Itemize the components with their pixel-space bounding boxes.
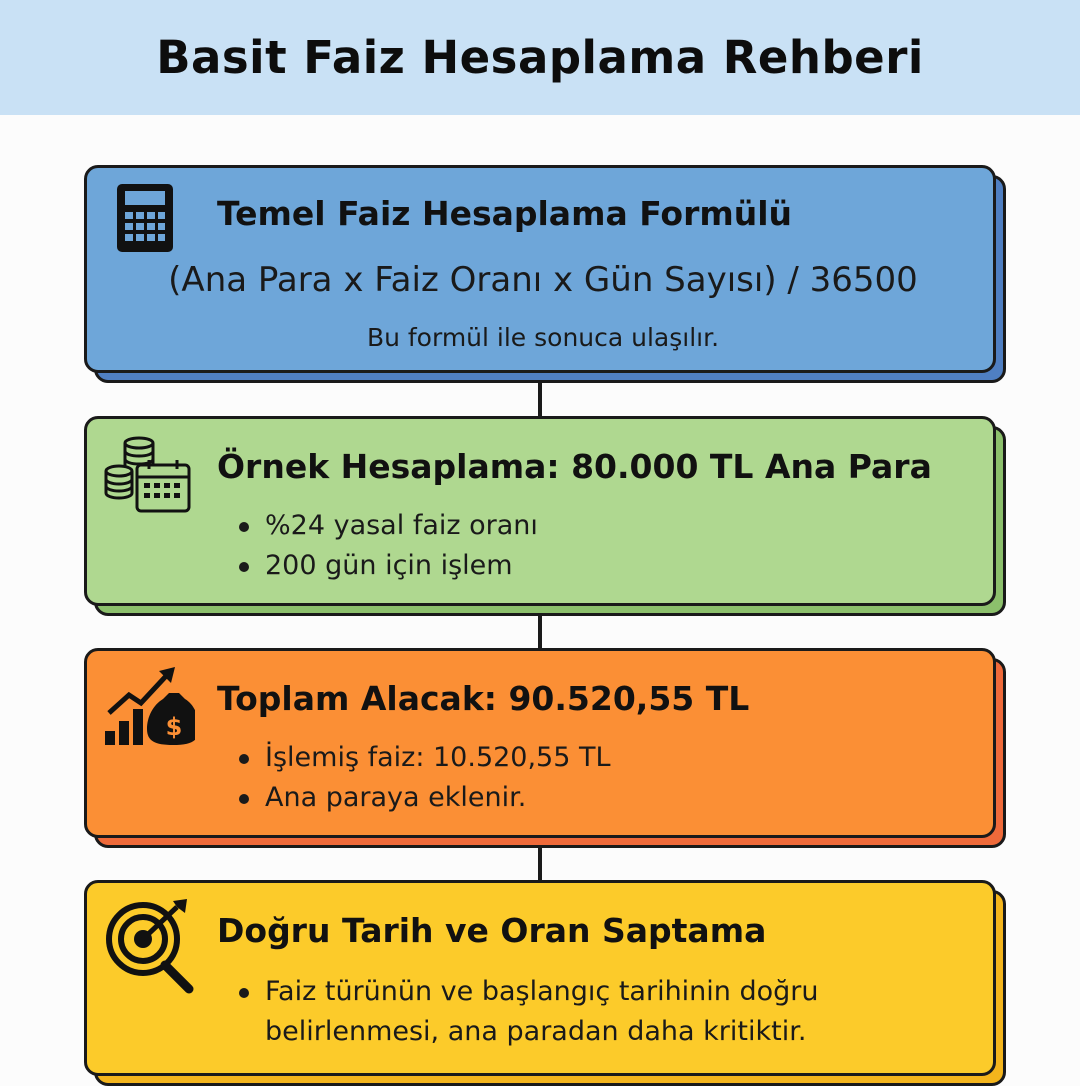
calculator-icon <box>115 182 177 258</box>
bullet-list <box>237 738 611 818</box>
coins-calendar-icon <box>103 433 195 521</box>
target-magnifier-icon <box>103 897 195 1001</box>
date-rate-card <box>84 880 1008 1080</box>
card-body <box>84 165 996 373</box>
formula-note: Bu formül ile sonuca ulaşılır. <box>366 323 720 352</box>
card-body <box>84 416 996 606</box>
growth-chart-money-bag-icon <box>103 665 195 753</box>
card-heading: Örnek Hesaplama: 80.000 TL Ana Para <box>217 447 932 486</box>
bullet-item: Ana paraya eklenir. <box>237 778 611 818</box>
bullet-list <box>237 972 897 1052</box>
header-banner <box>0 0 1080 115</box>
bullet-item: 200 gün için işlem <box>237 546 538 586</box>
card-body <box>84 880 996 1076</box>
bullet-item: %24 yasal faiz oranı <box>237 506 538 546</box>
card-heading: Temel Faiz Hesaplama Formülü <box>217 194 793 233</box>
card-body <box>84 648 996 838</box>
formula-card <box>84 165 1008 385</box>
svg-text:$: $ <box>165 713 183 741</box>
formula-text: (Ana Para x Faiz Oranı x Gün Sayısı) / 36500 <box>168 260 918 300</box>
total-card <box>84 648 1008 848</box>
card-heading: Doğru Tarih ve Oran Saptama <box>217 911 767 950</box>
bullet-item: İşlemiş faiz: 10.520,55 TL <box>237 738 611 778</box>
page-title: Basit Faiz Hesaplama Rehberi <box>156 31 924 84</box>
connector-line <box>538 844 542 884</box>
bullet-list <box>237 506 538 586</box>
bullet-item: Faiz türünün ve başlangıç tarihinin doğru belirlenmesi, ana paradan daha kritiktir. <box>237 972 897 1052</box>
connector-line <box>538 612 542 652</box>
example-card <box>84 416 1008 616</box>
card-heading: Toplam Alacak: 90.520,55 TL <box>217 679 750 718</box>
